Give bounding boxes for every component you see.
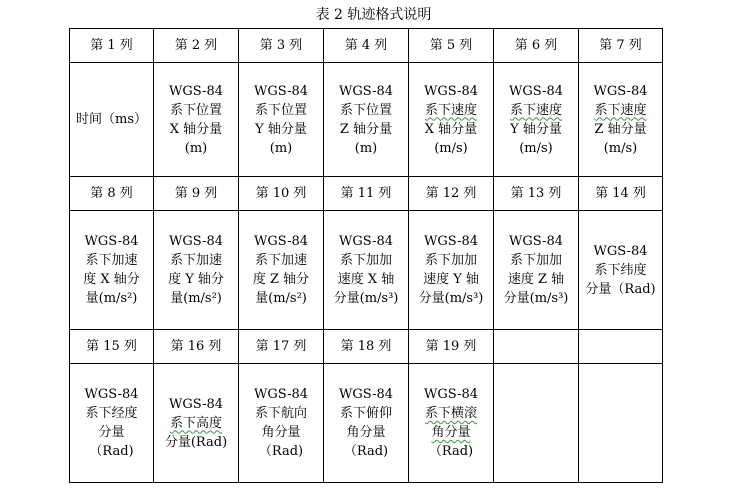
description-cell: [494, 211, 579, 330]
cell-text-line: WGS-84: [253, 234, 309, 249]
cell-text-line: 分量（Rad): [585, 281, 656, 297]
cell-text-line: Z 轴分量: [339, 121, 393, 137]
column-header-cell: 第 16 列: [154, 330, 239, 364]
cell-text-line: 系下加速: [85, 253, 138, 268]
cell-text-line: Y 轴分量: [255, 121, 307, 137]
cell-text-line: 速度 Y 轴: [423, 272, 479, 287]
description-row: [70, 364, 663, 483]
cell-text-line: WGS-84: [423, 387, 479, 402]
description-row: [70, 63, 663, 177]
cell-text-line: X 轴分量: [424, 121, 478, 137]
cell-text-line: 速度 Z 轴: [507, 272, 565, 287]
cell-text-line: 系下加加: [509, 253, 562, 268]
cell-text-line: WGS-84: [423, 234, 479, 249]
cell-text-line: (m): [269, 140, 293, 156]
header-row: [70, 330, 663, 364]
description-row: [70, 211, 663, 330]
cell-text-line: WGS-84: [168, 83, 224, 99]
cell-text-line: WGS-84: [84, 387, 139, 402]
cell-text-line: WGS-84: [508, 234, 564, 249]
cell-text-line: 系下纬度: [594, 262, 647, 278]
table-body: [70, 29, 663, 483]
column-header-cell: 第 19 列: [409, 330, 494, 364]
cell-text-line: (m/s): [434, 140, 468, 156]
column-header-cell: [579, 330, 663, 364]
column-header-cell: 第 10 列: [239, 177, 324, 211]
cell-text-line: Z 轴分量: [594, 121, 647, 137]
column-header-cell: 第 9 列: [154, 177, 239, 211]
description-cell: [239, 364, 324, 483]
cell-text-line: （Rad): [258, 444, 304, 459]
cell-text-line: 系下位置: [254, 102, 307, 118]
column-header-cell: 第 4 列: [324, 29, 409, 63]
cell-text-line: 度 Z 轴分: [252, 272, 310, 287]
cell-text-line: 系下位置: [339, 102, 392, 118]
cell-text-line: 系下加速: [254, 253, 307, 268]
description-cell: [494, 364, 579, 483]
cell-text-line: WGS-84: [253, 83, 309, 99]
description-cell: [154, 63, 239, 177]
cell-text-line: 系下速度: [509, 102, 562, 118]
trajectory-format-table: [69, 28, 663, 483]
description-cell: [70, 364, 154, 483]
column-header-cell: 第 12 列: [409, 177, 494, 211]
description-cell: [409, 63, 494, 177]
description-cell: [70, 63, 154, 177]
cell-text-line: WGS-84: [338, 83, 394, 99]
header-row: [70, 177, 663, 211]
table-caption: 表 2 轨迹格式说明: [315, 7, 432, 23]
cell-text-line: 分量(m/s³): [418, 291, 484, 306]
description-cell: [579, 63, 663, 177]
cell-text-line: 角分量: [261, 425, 301, 440]
cell-text-line: 度 X 轴分: [83, 272, 140, 287]
cell-text-line: 分量(Rad): [164, 434, 228, 450]
cell-text-line: X 轴分量: [169, 121, 223, 137]
cell-text-line: (m/s): [519, 140, 553, 156]
column-header-cell: 第 13 列: [494, 177, 579, 211]
cell-text-line: 角分量: [346, 425, 386, 440]
column-header-cell: 第 5 列: [409, 29, 494, 63]
cell-text-line: 系下俯仰: [339, 406, 392, 421]
column-header-cell: 第 18 列: [324, 330, 409, 364]
cell-text-line: WGS-84: [168, 396, 224, 412]
cell-text-line: WGS-84: [508, 83, 564, 99]
column-header-cell: 第 14 列: [579, 177, 663, 211]
cell-text-line: 系下加加: [424, 253, 477, 268]
cell-text-line: WGS-84: [593, 243, 648, 259]
cell-text-line: 分量: [98, 425, 125, 440]
column-header-cell: 第 6 列: [494, 29, 579, 63]
column-header-cell: 第 2 列: [154, 29, 239, 63]
column-header-cell: 第 15 列: [70, 330, 154, 364]
description-cell: [409, 211, 494, 330]
description-cell: [579, 364, 663, 483]
description-cell: [324, 63, 409, 177]
description-cell: [494, 63, 579, 177]
description-cell: [324, 364, 409, 483]
cell-text-line: WGS-84: [423, 83, 479, 99]
cell-text-line: （Rad): [89, 444, 134, 459]
cell-text-line: 系下经度: [85, 406, 138, 421]
cell-text-line: WGS-84: [593, 83, 648, 99]
cell-text-line: WGS-84: [338, 387, 394, 402]
column-header-cell: 第 1 列: [70, 29, 154, 63]
cell-text-line: 分量(m/s³): [503, 291, 569, 306]
cell-text-line: 量(m/s²): [170, 291, 222, 306]
column-header-cell: 第 3 列: [239, 29, 324, 63]
cell-text-line: Y 轴分量: [510, 121, 562, 137]
cell-text-line: WGS-84: [168, 234, 224, 249]
cell-text-line: WGS-84: [338, 234, 394, 249]
cell-text-line: 时间（ms）: [76, 112, 147, 127]
column-header-cell: 第 17 列: [239, 330, 324, 364]
description-cell: [239, 211, 324, 330]
cell-text-line: 系下高度: [169, 415, 222, 431]
cell-text-line: 系下速度: [424, 102, 477, 118]
description-cell: [409, 364, 494, 483]
cell-text-line: 量(m/s²): [85, 291, 138, 306]
column-header-cell: 第 11 列: [324, 177, 409, 211]
description-cell: [154, 211, 239, 330]
cell-text-line: （Rad): [428, 444, 474, 459]
cell-text-line: 度 Y 轴分: [168, 272, 224, 287]
cell-text-line: 速度 X 轴: [337, 272, 395, 287]
cell-text-line: 系下速度: [594, 102, 647, 118]
cell-text-line: 系下加加: [339, 253, 392, 268]
header-row: [70, 29, 663, 63]
cell-text-line: 系下横滚: [424, 406, 477, 421]
description-cell: [579, 211, 663, 330]
description-cell: [239, 63, 324, 177]
cell-text-line: 角分量: [431, 425, 471, 440]
cell-text-line: 分量(m/s³): [333, 291, 399, 306]
cell-text-line: (m): [184, 140, 208, 156]
description-cell: [154, 364, 239, 483]
description-cell: [324, 211, 409, 330]
column-header-cell: 第 7 列: [579, 29, 663, 63]
cell-text-line: 系下航向: [254, 406, 307, 421]
cell-text-line: (m/s): [603, 140, 638, 156]
cell-text-line: WGS-84: [253, 387, 309, 402]
cell-text-line: 系下加速: [169, 253, 222, 268]
cell-text-line: WGS-84: [84, 234, 139, 249]
description-cell: [70, 211, 154, 330]
column-header-cell: 第 8 列: [70, 177, 154, 211]
cell-text-line: (m): [354, 140, 378, 156]
cell-text-line: （Rad): [343, 444, 389, 459]
cell-text-line: 系下位置: [169, 102, 222, 118]
column-header-cell: [494, 330, 579, 364]
cell-text-line: 量(m/s²): [255, 291, 307, 306]
